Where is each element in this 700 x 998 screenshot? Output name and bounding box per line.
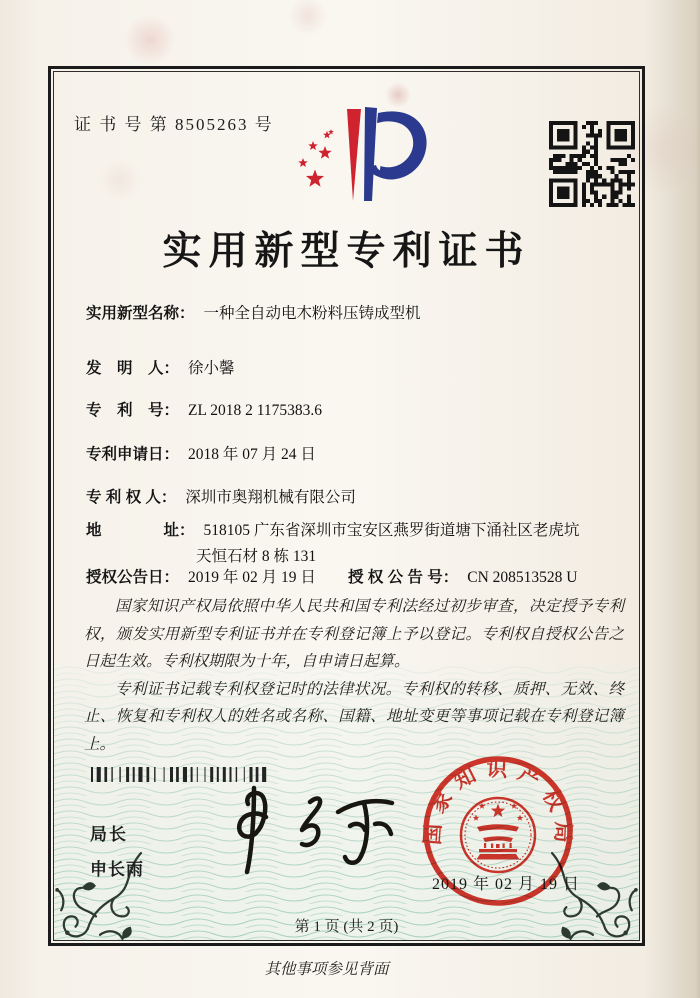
field-value: 2018 年 07 月 24 日 (188, 446, 316, 463)
handwritten-signature (214, 776, 409, 882)
field-label: 专 利 权 人： (86, 489, 177, 506)
field-patent-number (86, 398, 322, 420)
field-value: 518105 广东省深圳市宝安区燕罗街道塘下涌社区老虎坑 (203, 522, 580, 539)
certificate-number: 证 书 号 第 8505263 号 (74, 115, 274, 134)
field-value: 2019 年 02 月 19 日 (188, 569, 316, 586)
page-number: 第 1 页 (共 2 页) (294, 919, 399, 935)
field-label: 专利申请日： (86, 446, 180, 463)
field-address (86, 518, 579, 540)
body-paragraph-2: 专利证书记载专利权登记时的法律状况。专利权的转移、质押、无效、终止、恢复和专利权人的姓名或名称、国籍、地址变更等事项记载在专利登记簿上。 (84, 680, 624, 753)
back-side-note: 其他事项参见背面 (264, 961, 389, 978)
field-value: 天恒石材 8 栋 131 (196, 548, 317, 565)
field-value: 徐小馨 (188, 360, 235, 377)
field-label: 实用新型名称： (86, 305, 195, 322)
field-label: 发 明 人： (86, 360, 180, 377)
field-inventor (86, 356, 235, 378)
field-value: CN 208513528 U (467, 569, 578, 586)
field-patentee (86, 485, 356, 507)
field-label: 授 权 公 告 号： (348, 569, 459, 586)
body-paragraph-1: 国家知识产权局依照中华人民共和国专利法经过初步审查，决定授予专利权，颁发实用新型专利证书并在专利登记簿上予以登记。专利权自授权公告之日起生效。专利权期限为十年，自申请日起算。 (84, 598, 624, 670)
seal-date: 2019 年 02 月 19 日 (431, 876, 580, 893)
field-value: 深圳市奥翔机械有限公司 (185, 489, 356, 506)
field-utility-model-name (86, 301, 421, 323)
field-value: ZL 2018 2 1175383.6 (188, 402, 323, 419)
director-name: 申长雨 (90, 860, 144, 879)
legal-body-text (84, 593, 624, 758)
field-value: 一种全自动电木粉料压铸成型机 (203, 305, 421, 322)
field-label: 授权公告日： (86, 569, 180, 586)
field-grant-row (86, 565, 631, 587)
director-title: 局长 (90, 825, 128, 844)
field-grant-number (348, 565, 577, 587)
field-address-line2 (196, 544, 316, 566)
cnipa-logo-icon (283, 101, 433, 209)
certificate-title: 实用新型专利证书 (162, 230, 531, 273)
seal-arc-text: 国家知识产权局 (421, 757, 575, 853)
field-filing-date (86, 442, 316, 464)
qr-code (549, 121, 635, 207)
field-label: 专 利 号： (86, 402, 180, 419)
national-emblem-icon (461, 798, 535, 872)
field-label: 地 址： (86, 522, 195, 539)
